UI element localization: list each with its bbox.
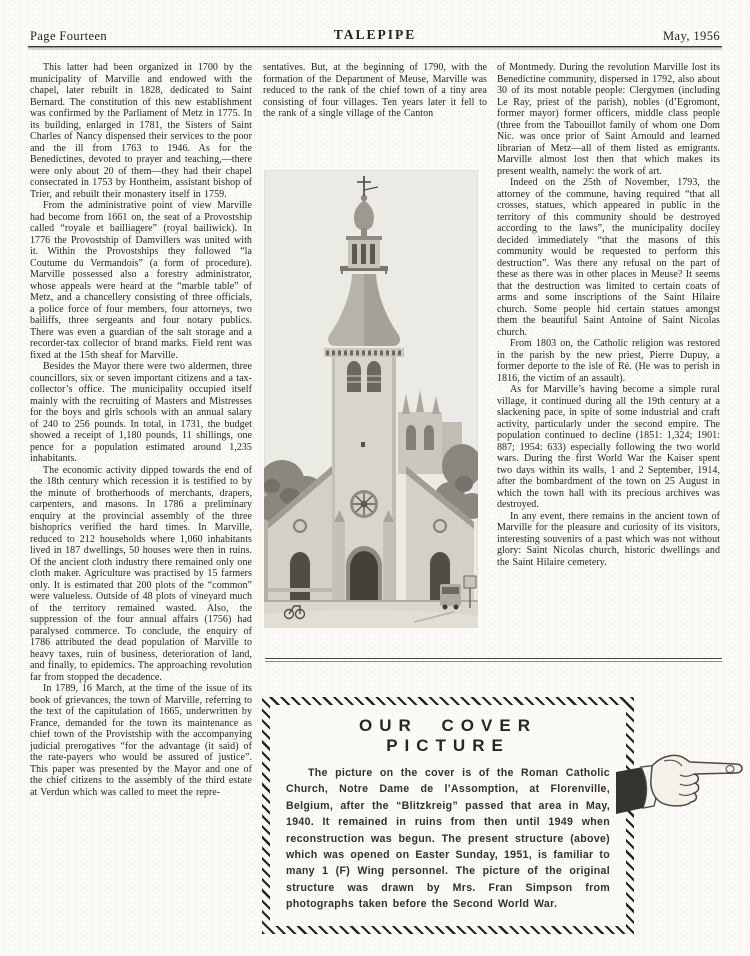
section-divider-rule [265, 658, 722, 662]
issue-date: May, 1956 [663, 29, 720, 43]
article-column-middle [263, 62, 487, 120]
cover-box-text: The picture on the cover is of the Roman Catholic Church, Notre Dame de l’Assomption, at Florenville, Belgium, after the “Blitzkreig” passed that area in May, 1940. It remained in ruins from then until 1949 when reconstruction was begun. The present structure (above) which was opened on Easter Sunday, 1951, is familiar to many 1 (F) Wing personnel. The picture of the original structure was drawn by Mrs. Fran Simpson from photographs taken before the Second World War. [286, 767, 610, 911]
cover-box-title: OUR COVER PICTURE [359, 716, 537, 755]
paragraph: In any event, there remains in the ancient town of Marville for the pleasure and curiosity of its visitors, interesting souvenirs of a past which was not without glory: Saint Nicolas church, historic dwellings and the Saint Hilaire cemetery. [497, 510, 720, 568]
cover-box-body [286, 765, 610, 913]
paragraph: Besides the Mayor there were two aldermen, three councillors, six or seven important citizens and a tax-collector’s office. The municipality occupied itself mainly with the recruiting of Masters and Mistresses for the boys and girls schools with an annual salary of 240 to 256 pounds. In total, in 1731, the budget showed a receipt of 1,180 pounds, 11 shillings, one pence for a population estimated around 1,235 inhabitants. [30, 361, 252, 464]
cover-picture-box [262, 697, 634, 934]
publication-title: TALEPIPE [333, 27, 417, 42]
cover-picture-box-inner [270, 705, 626, 926]
paragraph: of Montmedy. During the revolution Marville lost its Benedictine community, dispersed in 1792, also about 30 of its most notable people: Clergymen (including Le Ray, priest of the parish), nobles (d’Egromont, former mayor) former officers, middle class people (three from the Tabouillot family of whom one Dom Nic. was once prior of Saint Arnould and learned librarian of Metz—all of them listed as emigrants. Marville almost lost then that which makes its present wealth, namely: the work of art. [497, 62, 720, 177]
article-column-left [30, 62, 252, 798]
paragraph: As for Marville’s having become a simple rural village, it continued during all the 19th century at a slackening pace, in spite of some industrial and craft activity, particularly under the second empire. The population continued to decline (1851: 1,324; 1901: 887; 1954: 633) especially following the two world wars. During the first World War the Kaiser spent two days within its walls, 1 and 2 September, 1914, after the bombardment of the town on 25 August in which the town hall with its precious archives was destroyed. [497, 384, 720, 510]
church-photo [264, 170, 478, 628]
paragraph: From the administrative point of view Marville had become from 1661 on, the seat of a Provostship called “royale et bailliagere” (royal bailiwick). In 1776 the Provostship of Damvillers was united with it. Within the Provostships they followed “la Coutume du Vermandois” (a form of procedure). Marville possessed also a forestry administrator, whose appeals were heard at the “marble table” of Metz, and a chancellery consisting of three officials, a police force of four members, four attorneys, two bailiffs, three sergeants and four notary publics. There was even a guardian of the salt storage and a recorder-tax collector of brand marks. Field rent was fixed at the 15th sheaf for Marville. [30, 200, 252, 361]
paragraph: From 1803 on, the Catholic religion was restored in the parish by the new priest, Pierre Dupuy, a former deporte to the isle of Ré. (He was to perish in 1816, the victim of an assault). [497, 338, 720, 384]
paragraph: This latter had been organized in 1700 by the municipality of Marville and endowed with the chapel, later rebuilt in 1828, dedicated to Saint Bernard. The constitution of this new establishment was confirmed by the Parliament of Metz in 1775. In its building, enlarged in 1781, the Sisters of Saint Charles of Nancy dispensed their services to the poor and the ill from 1763 to 1946. As for the Benedictines, devoted to prayer and teaching,—there were only about 20 of them—they had their chapel consecrated in 1753 by Hontheim, assistant bishop of Trier, and rebuilt their monastery itself in 1759. [30, 62, 252, 200]
article-column-right [497, 62, 720, 568]
paragraph: sentatives. But, at the beginning of 1790, with the formation of the Department of Meuse, Marville was reduced to the rank of the chief town of a tiny area consisting of four villages. Ten years later it fell to the rank of a single village of the Canton [263, 62, 487, 119]
paragraph: In 1789, 16 March, at the time of the issue of its book of grievances, the town of Marville, referring to the text of the capitulation of 1665, underwritten by France, demanded for the town its maintenance as chief town of the Provistship with the accompanying judicial prerogatives “for the advantage (it said) of the rate-payers who would be assured of justice”. This paper was presented by the Mayor and one of the chief citizens to the assembly of the third estate at Verdun which was called to meet the repre- [30, 683, 252, 798]
header-rule [28, 46, 722, 50]
page-number-label: Page Fourteen [30, 29, 108, 43]
paragraph: The economic activity dipped towards the end of the 18th century which recession it is testified to by the minute of brotherhoods of merchants, drapers, carpenters, and masons. In 1786 a preliminary enquiry at the provincial assembly of the three bishoprics verified the hard times. In Marville, reduced to 212 households where 1,060 inhabitants lived in 187 dwellings, 50 houses were then in ruins. Of the ancient cloth industry there remained only one cloth maker. Agriculture was practised by 15 farmers only. It is estimated that 200 plots of the “common” were valueless. Outside of 48 plots of vineyard much of the territory remained wasted. Also, the suppression of the four annual affairs (1756) had paralysed commerce. To conclude, the enquiry of 1786 attributed the dead population of Marville to heavy taxes, ruin of business, deterioration of land, and finally, to epidemics. The approaching revolution far from stopped the decadence. [30, 464, 252, 683]
pointing-hand-icon [616, 740, 750, 814]
paragraph: Indeed on the 25th of November, 1793, the attorney of the commune, having required “that all crosses, statues, which appeared in public in the territory of this community should be destroyed according to the laws”, the municipality dociley decided immediately “that the masons of this community would be requested to perform this destruction”. Was there any refusal on the part of these as there was in other places in Meuse? It seems that the destruction was limited to certain coats of arms and some inscriptions of the Saint Hilaire church. Some people hid certain statues amongst them the beautiful Saint Antoine of Saint Nicolas church. [497, 177, 720, 338]
